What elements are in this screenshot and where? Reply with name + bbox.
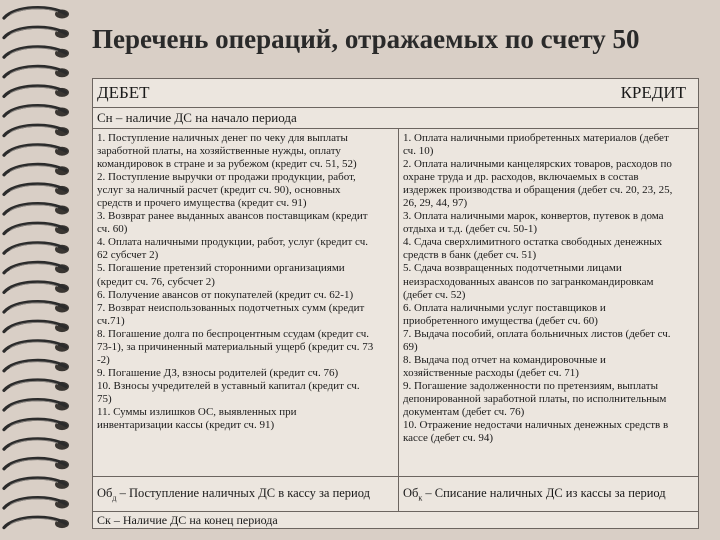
binding-ring-icon <box>4 380 69 391</box>
closing-balance-row <box>93 512 699 529</box>
opening-balance: Сн – наличие ДС на начало периода <box>93 108 699 129</box>
header-row <box>93 79 699 108</box>
operation-line: 11. Суммы излишков ОС, выявленных при <box>97 405 297 418</box>
operation-line: 1. Оплата наличными приобретенных материалов (дебет <box>403 132 669 144</box>
closing-balance: Ск – Наличие ДС на конец периода <box>93 512 699 529</box>
operation-line: 4. Оплата наличными продукции, работ, услуг (кредит сч. <box>97 236 368 249</box>
binding-ring-icon <box>4 66 69 77</box>
binding-ring-icon <box>4 86 69 97</box>
operation-line: документам (дебет сч. 76) <box>403 405 525 418</box>
operation-line: 8. Погашение долга по беспроцентным ссудам (кредит сч. <box>97 327 369 340</box>
operation-line: заработной платы, на хозяйственные нужды, оплату <box>97 145 341 158</box>
account-50-table <box>92 78 699 529</box>
binding-ring-icon <box>4 204 69 215</box>
binding-ring-icon <box>4 125 69 136</box>
operation-line: 10. Отражение недостачи наличных денежных средств в <box>403 419 669 432</box>
operation-line: 5. Сдача возвращенных подотчетными лицами <box>403 262 622 275</box>
binding-ring-icon <box>4 262 69 273</box>
operation-line: издержек производства и обращения (дебет сч. 20, 23, 25, <box>403 184 673 197</box>
operation-line: командировок в стране и за рубежом (кредит сч. 51, 52) <box>97 158 357 171</box>
spiral-binding <box>0 0 78 540</box>
binding-ring-icon <box>4 302 69 313</box>
operation-line: 10. Взносы учредителей в уставный капитал (кредит сч. <box>97 379 360 392</box>
binding-ring-icon <box>4 478 69 489</box>
operation-line: 62 субсчет 2) <box>97 249 159 262</box>
credit-operations <box>399 129 699 477</box>
operation-line: 9. Погашение ДЗ, взносы родителей (кредит сч. 76) <box>97 366 339 379</box>
operation-line: 8. Выдача под отчет на командировочные и <box>403 353 606 366</box>
debit-header: ДЕБЕТ <box>93 79 399 108</box>
binding-ring-icon <box>4 243 69 254</box>
operation-line: 73-1), за причиненный материальный ущерб (кредит сч. 73 <box>97 340 374 353</box>
binding-ring-icon <box>4 341 69 352</box>
opening-balance-row <box>93 108 699 129</box>
operation-line: 4. Сдача сверхлимитного остатка свободных денежных <box>403 236 663 249</box>
binding-ring-icon <box>4 223 69 234</box>
binding-ring-icon <box>4 419 69 430</box>
operation-line: 9. Погашение задолженности по претензиям, выплаты <box>403 379 658 392</box>
operation-line: средств и прочего имущества (кредит сч. 91) <box>97 197 307 210</box>
operation-line: услуг за наличный расчет (кредит сч. 90), основных <box>97 184 341 197</box>
operation-line: 7. Выдача пособий, оплата больничных листов (дебет сч. <box>403 327 671 340</box>
operation-line: 69) <box>403 340 418 353</box>
credit-turnover: $Об_к$ – Списание наличных ДС из кассы за период <box>399 477 699 512</box>
operation-line: хозяйственные расходы (дебет сч. 71) <box>403 366 579 379</box>
binding-ring-icon <box>4 282 69 293</box>
binding-ring-icon <box>4 400 69 411</box>
operation-line: 2. Поступление выручки от продажи продукции, работ, <box>97 171 356 184</box>
operation-line: (дебет сч. 52) <box>403 288 466 301</box>
binding-ring-icon <box>4 458 69 469</box>
operation-line: 2. Оплата наличными канцелярских товаров, расходов по <box>403 158 672 171</box>
operation-line: депонированной заработной платы, по исполнительным <box>403 392 667 405</box>
binding-ring-icon <box>4 184 69 195</box>
operation-line: (кредит сч. 76, субсчет 2) <box>97 275 215 288</box>
operations-row <box>93 129 699 477</box>
binding-ring-icon <box>4 321 69 332</box>
turnover-row <box>93 477 699 512</box>
binding-ring-icon <box>4 498 69 509</box>
binding-ring-icon <box>4 8 69 19</box>
operation-line: 3. Возврат ранее выданных авансов поставщикам (кредит <box>97 210 368 223</box>
operation-line: -2) <box>97 353 110 366</box>
operation-line: приобретенного имущества (дебет сч. 60) <box>403 314 598 327</box>
page-title: Перечень операций, отражаемых по счету 50 <box>92 24 640 54</box>
binding-ring-icon <box>4 517 69 528</box>
operation-line: 6. Оплата наличными услуг поставщиков и <box>403 301 606 314</box>
operation-line: 5. Погашение претензий сторонними организациями <box>97 262 345 275</box>
binding-ring-icon <box>4 439 69 450</box>
operation-line: 26, 29, 44, 97) <box>403 197 468 210</box>
operation-line: сч. 10) <box>403 145 434 158</box>
binding-ring-icon <box>4 47 69 58</box>
operation-line: 6. Получение авансов от покупателей (кредит сч. 62-1) <box>97 288 354 301</box>
operation-line: 75) <box>97 392 112 405</box>
binding-ring-icon <box>4 164 69 175</box>
operation-line: отдыха и т.д. (дебет сч. 50-1) <box>403 223 538 236</box>
operation-line: инвентаризации кассы (кредит сч. 91) <box>97 419 275 432</box>
operation-line: сч.71) <box>97 314 125 327</box>
binding-ring-icon <box>4 360 69 371</box>
operation-line: средств в банк (дебет сч. 51) <box>403 249 537 262</box>
operation-line: 7. Возврат неиспользованных подотчетных сумм (кредит <box>97 301 365 314</box>
operation-line: неизрасходованных авансов по загранкомандировкам <box>403 275 654 288</box>
debit-operations <box>93 129 399 477</box>
debit-turnover: $Об_д$ – Поступление наличных ДС в кассу за период <box>93 477 399 512</box>
operation-line: 1. Поступление наличных денег по чеку для выплаты <box>97 132 348 144</box>
operation-line: 3. Оплата наличными марок, конвертов, путевок в дома <box>403 210 664 223</box>
binding-ring-icon <box>4 27 69 38</box>
operation-line: охране труда и др. расходов, включаемых в состав <box>403 171 639 184</box>
credit-header: КРЕДИТ <box>399 79 699 108</box>
binding-ring-icon <box>4 145 69 156</box>
binding-ring-icon <box>4 106 69 117</box>
operation-line: сч. 60) <box>97 223 128 236</box>
operation-line: кассе (дебет сч. 94) <box>403 432 493 445</box>
